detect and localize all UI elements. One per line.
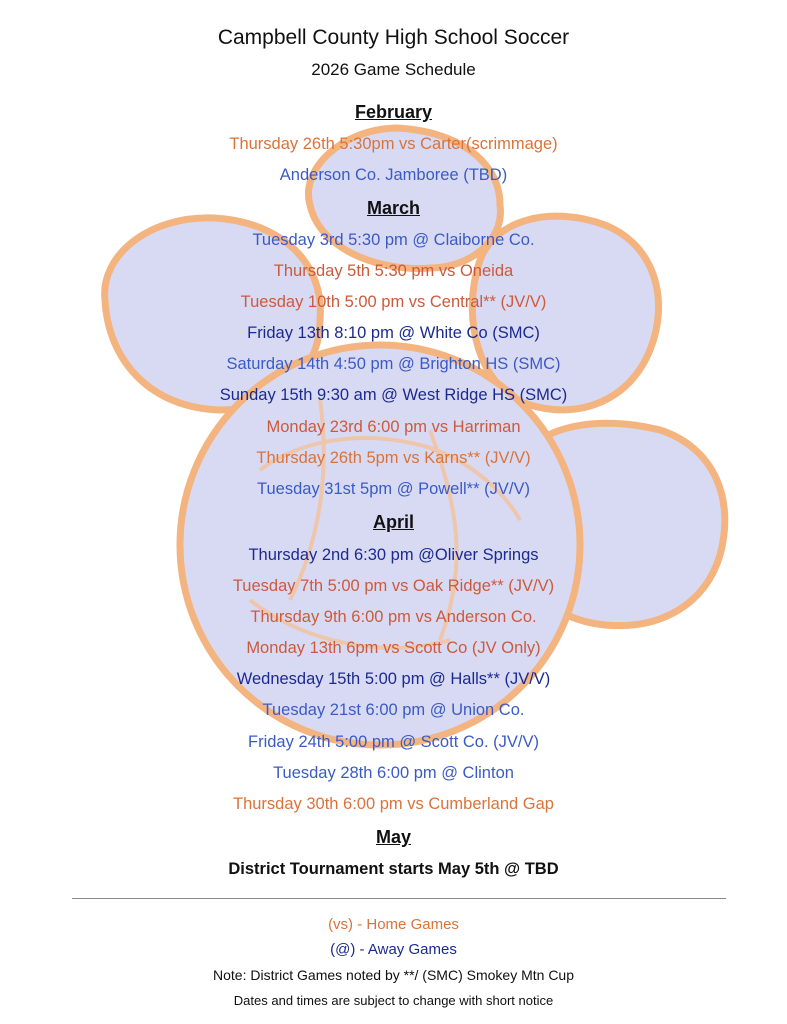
month-heading-april: April bbox=[372, 512, 414, 532]
disclaimer-note: Dates and times are subject to change with short notice bbox=[233, 993, 554, 1008]
game-row: Thursday 30th 6:00 pm vs Cumberland Gap bbox=[232, 795, 554, 813]
month-heading-may: May bbox=[375, 827, 411, 847]
game-row: Thursday 2nd 6:30 pm @Oliver Springs bbox=[248, 546, 539, 564]
page-title: Campbell County High School Soccer bbox=[217, 26, 570, 49]
legend-home: (vs) - Home Games bbox=[328, 916, 459, 933]
game-row: Tuesday 28th 6:00 pm @ Clinton bbox=[273, 764, 514, 782]
month-heading-march: March bbox=[366, 198, 420, 218]
district-tournament-line: District Tournament starts May 5th @ TBD bbox=[228, 860, 559, 878]
game-row: Anderson Co. Jamboree (TBD) bbox=[279, 166, 508, 184]
district-note: Note: District Games noted by **/ (SMC) Smokey Mtn Cup bbox=[213, 967, 574, 983]
game-row: Tuesday 7th 5:00 pm vs Oak Ridge** (JV/V) bbox=[232, 577, 555, 595]
game-row: Friday 13th 8:10 pm @ White Co (SMC) bbox=[247, 324, 540, 342]
game-row: Monday 23rd 6:00 pm vs Harriman bbox=[266, 418, 521, 436]
divider bbox=[72, 898, 726, 899]
game-row: Thursday 9th 6:00 pm vs Anderson Co. bbox=[250, 608, 537, 626]
page-subtitle: 2026 Game Schedule bbox=[311, 60, 476, 79]
game-row: Tuesday 10th 5:00 pm vs Central** (JV/V) bbox=[240, 293, 547, 311]
month-heading-february: February bbox=[354, 102, 433, 122]
game-row: Friday 24th 5:00 pm @ Scott Co. (JV/V) bbox=[248, 733, 539, 751]
game-row: Thursday 26th 5:30pm vs Carter(scrimmage) bbox=[229, 135, 558, 153]
legend-away: (@) - Away Games bbox=[330, 941, 457, 958]
game-row: Saturday 14th 4:50 pm @ Brighton HS (SMC) bbox=[226, 355, 561, 373]
game-row: Tuesday 21st 6:00 pm @ Union Co. bbox=[262, 701, 525, 719]
game-row: Monday 13th 6pm vs Scott Co (JV Only) bbox=[246, 639, 541, 657]
game-row: Thursday 26th 5pm vs Karns** (JV/V) bbox=[256, 449, 531, 467]
game-row: Sunday 15th 9:30 am @ West Ridge HS (SMC) bbox=[219, 386, 568, 404]
game-row: Wednesday 15th 5:00 pm @ Halls** (JV/V) bbox=[236, 670, 551, 688]
game-row: Tuesday 3rd 5:30 pm @ Claiborne Co. bbox=[252, 231, 535, 249]
game-row: Tuesday 31st 5pm @ Powell** (JV/V) bbox=[257, 480, 530, 498]
game-row: Thursday 5th 5:30 pm vs Oneida bbox=[273, 262, 514, 280]
